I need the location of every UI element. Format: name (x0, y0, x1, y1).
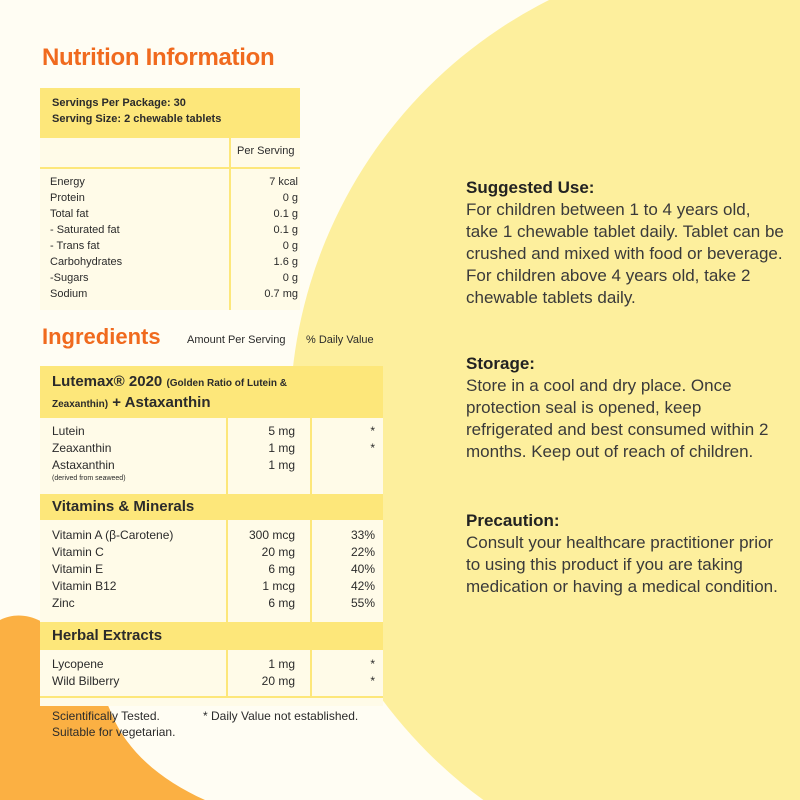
nutrient-value: 0.7 mg (264, 288, 298, 300)
servings-per-package: Servings Per Package: 30 (52, 97, 186, 109)
ingredient-name: Vitamin A (β-Carotene) (52, 528, 174, 542)
ingredient-name: Vitamin B12 (52, 579, 117, 593)
nutrition-row (40, 208, 300, 224)
ingredients-table (40, 366, 383, 706)
lutemax-heading (52, 373, 287, 390)
ingredient-dv: 42% (350, 579, 375, 593)
scientifically-tested-note: Scientifically Tested. (52, 709, 160, 723)
ingredient-row (40, 596, 383, 612)
nutrition-row (40, 176, 300, 192)
suggested-use-title: Suggested Use: (466, 178, 595, 197)
ingredient-row (40, 458, 383, 474)
nutrient-name: Total fat (50, 208, 89, 220)
ingredient-row (40, 562, 383, 578)
ingredient-dv: 33% (350, 528, 375, 542)
ingredient-name: Zinc (52, 596, 75, 610)
ingredient-name: Zeaxanthin (52, 441, 112, 455)
nutrient-name: - Trans fat (50, 240, 100, 252)
ingredient-amount: 1 mcg (262, 579, 295, 593)
suggested-use-section (466, 177, 786, 309)
ingredient-amount: 6 mg (268, 596, 295, 610)
nutrient-name: Sodium (50, 288, 88, 300)
ingredient-row (40, 528, 383, 544)
ingredient-row (40, 545, 383, 561)
nutrient-value: 0.1 g (273, 224, 298, 236)
herbal-band (40, 622, 383, 650)
nutrition-row (40, 224, 300, 240)
per-serving-header: Per Serving (237, 145, 295, 157)
nutrient-value: 0.1 g (273, 208, 298, 220)
ingredient-amount: 5 mg (268, 424, 295, 438)
ingredient-dv: * (370, 674, 375, 688)
vegetarian-note: Suitable for vegetarian. (52, 725, 176, 739)
nutrition-title: Nutrition Information (42, 44, 275, 71)
daily-value-footnote: * Daily Value not established. (203, 709, 359, 723)
nutrient-value: 1.6 g (273, 256, 298, 268)
storage-section (466, 353, 786, 463)
nutrient-value: 0 g (282, 240, 298, 252)
lutemax-band (40, 366, 383, 418)
nutrition-row (40, 256, 300, 272)
ingredient-dv: 55% (350, 596, 375, 610)
ingredient-name: Lycopene (52, 657, 104, 671)
ingredient-amount: 6 mg (268, 562, 295, 576)
nutrition-header-band (40, 88, 300, 138)
ingredient-name: Astaxanthin (52, 458, 115, 472)
bottom-rule (40, 696, 383, 698)
ingredient-row (40, 657, 383, 673)
herbal-heading: Herbal Extracts (52, 627, 163, 644)
storage-text: Store in a cool and dry place. Once protection seal is opened, keep refrigerated and best consumed within 2 months. Keep out of reach of children. (466, 376, 769, 461)
nutrient-value: 0 g (282, 272, 298, 284)
ingredient-amount: 1 mg (268, 458, 295, 472)
ingredient-name: Wild Bilberry (52, 674, 120, 688)
ingredient-name: Vitamin E (52, 562, 104, 576)
ingredient-amount: 1 mg (268, 657, 295, 671)
ingredient-name: Vitamin C (52, 545, 104, 559)
ingredients-title: Ingredients (42, 324, 161, 349)
vitamins-band (40, 494, 383, 520)
astaxanthin-plus: + Astaxanthin (112, 394, 211, 411)
serving-size: Serving Size: 2 chewable tablets (52, 113, 222, 125)
ingredient-dv: 40% (350, 562, 375, 576)
lutemax-note: (Golden Ratio of Lutein & (166, 378, 287, 389)
ingredient-amount: 300 mcg (248, 528, 295, 542)
ingredient-amount: 20 mg (261, 545, 295, 559)
nutrition-row (40, 272, 300, 288)
suggested-use-text: For children between 1 to 4 years old, take 1 chewable tablet daily. Tablet can be crushed and mixed with food or beverage. For children above 4 years old, take 2 chewable tablets daily. (466, 200, 784, 307)
ingredient-row (40, 441, 383, 457)
nutrient-value: 7 kcal (269, 176, 298, 188)
ingredient-dv: * (370, 424, 375, 438)
lutemax-name: Lutemax® 2020 (52, 373, 163, 390)
precaution-text: Consult your healthcare practitioner prior to using this product if you are taking medication or having a medical condition. (466, 533, 778, 596)
ingredient-dv: * (370, 657, 375, 671)
precaution-title: Precaution: (466, 511, 560, 530)
nutrient-name: Protein (50, 192, 85, 204)
nutrition-row (40, 192, 300, 208)
precaution-section (466, 510, 786, 598)
nutrient-name: -Sugars (50, 272, 89, 284)
lutemax-heading-line2 (52, 394, 211, 411)
header-rule (40, 167, 300, 169)
lutemax-note-2: Zeaxanthin) (52, 399, 109, 410)
nutrient-name: Carbohydrates (50, 256, 123, 268)
ingredient-dv: 22% (350, 545, 375, 559)
daily-value-header: % Daily Value (306, 334, 374, 346)
ingredient-row (40, 579, 383, 595)
vitamins-heading: Vitamins & Minerals (52, 498, 195, 515)
ingredient-name: Lutein (52, 424, 85, 438)
storage-title: Storage: (466, 354, 535, 373)
nutrition-table (40, 88, 300, 310)
nutrient-name: - Saturated fat (50, 224, 120, 236)
nutrition-row (40, 240, 300, 256)
amount-per-serving-header: Amount Per Serving (187, 334, 286, 346)
nutrient-value: 0 g (282, 192, 298, 204)
ingredient-row (40, 674, 383, 690)
ingredient-dv: * (370, 441, 375, 455)
ingredient-amount: 1 mg (268, 441, 295, 455)
nutrient-name: Energy (50, 176, 85, 188)
nutrition-row (40, 288, 300, 304)
astaxanthin-source-note: (derived from seaweed) (52, 475, 126, 482)
ingredient-row (40, 424, 383, 440)
ingredient-amount: 20 mg (261, 674, 295, 688)
